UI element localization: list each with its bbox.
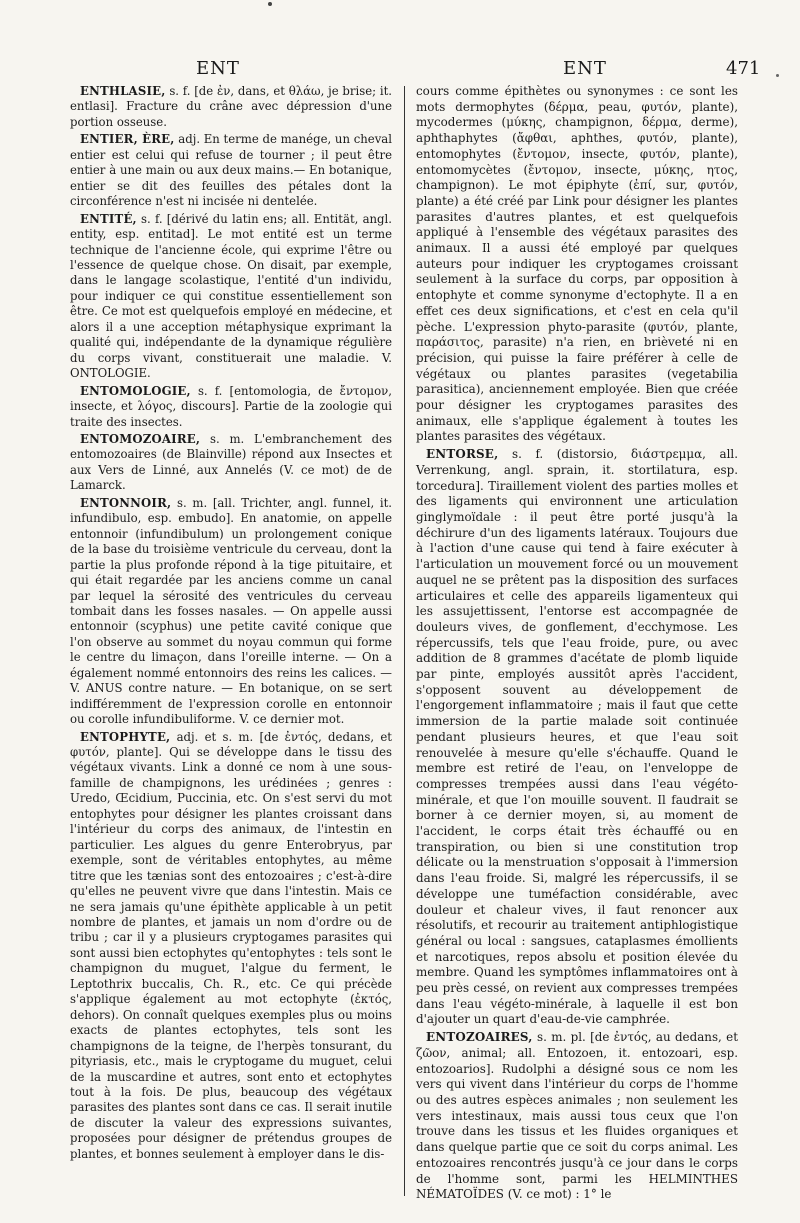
right-guide-word: ENT xyxy=(563,58,607,79)
entry-text: s. m. L'embranchement des entomozoaires (de Blainville) répond aux Insectes et aux Vers de Linné, aux Annelés (V. ce mot) de de Lamarck. xyxy=(70,431,393,493)
entry-headword: ENTOZOAIRES, xyxy=(426,1030,533,1045)
dictionary-entry xyxy=(416,1030,738,1203)
entry-text: s. m. [all. Trichter, angl. funnel, it. infundibulo, esp. embudo]. En anatomie, on appelle entonnoir (infundibulum) un prolongement conique de la base du troisième ventricule du cerveau, dont la partie la plus profonde répond à la tige pituitaire, et qui était regardée par les anciens comme un canal par lequel la sérosité des ventricules du cerveau tombait dans les fosses nasales. — On appelle aussi entonnoir (scyphus) une petite cavité conique que l'on observe au sommet du noyau commun qui forme le centre du limaçon, dans l'oreille interne. — On a également nommé entonnoirs des reins les calices. — V. ANUS contre nature. — En botanique, on se sert indifféremment de l'expression corolle en entonnoir ou corolle infundibuliforme. V. ce dernier mot. xyxy=(70,495,393,727)
column-divider xyxy=(404,86,405,1196)
entry-headword: ENTONNOIR, xyxy=(80,495,172,510)
entry-text: s. f. [entomologia, de ἔντομον, insecte, et λόγος, discours]. Partie de la zoologie qui traite des insectes. xyxy=(70,383,392,429)
entry-headword: ENTIER, ÈRE, xyxy=(80,132,175,147)
entry-headword: ENTHLASIE, xyxy=(80,84,166,98)
ink-speck xyxy=(268,2,272,6)
entry-headword: ENTOMOZOAIRE, xyxy=(80,431,201,446)
entry-headword: ENTOMOLOGIE, xyxy=(80,383,191,398)
entry-text: s. f. [de ἐν, dans, et θλάω, je brise; it. entlasi]. Fracture du crâne avec dépression d'une portion osseuse. xyxy=(70,84,393,129)
dictionary-entry xyxy=(70,384,392,430)
dictionary-entry xyxy=(70,432,392,494)
entry-headword: ENTORSE, xyxy=(426,447,499,462)
entry-text: s. f. [dérivé du latin ens; all. Entität, angl. entity, esp. entitad]. Le mot entité est un terme technique de l'ancienne école, qui exprime l'être ou l'essence de quelque chose. On disait, par exemple, dans le langage scolastique, l'entité d'un individu, pour indiquer ce qui constitue essentiellement son être. Ce mot est quelquefois employé en médecine, et alors il a une acception métaphysique exprimant la qualité qui, indépendante de la dynamique régulière du corps vivant, constituerait une maladie. V. ONTOLOGIE. xyxy=(70,211,392,381)
entry-text: s. f. (distorsio, διάστρεμμα, all. Verrenkung, angl. sprain, it. stortilatura, esp. torcedura]. Tiraillement violent des parties molles et des ligaments qui environnent une articulation ginglymoïdale : il peut être porté jusqu'à la déchirure d'un des ligaments latéraux. Toujours due à l'action d'une cause qui tend à faire exécuter à l'articulation un mouvement forcé ou un mouvement auquel ne se prêtent pas la disposition des surfaces articulaires et celle des appareils ligamenteux qui les assujettissent, l'entorse est accompagnée de douleurs vives, de gonflement, d'ecchymose. Les répercussifs, tels que l'eau froide, pure, ou avec addition de 8 grammes d'acétate de plomb liquide par pinte, employés aussitôt après l'accident, s'opposent souvent au développement de l'engorgement inflammatoire ; mais il faut que cette immersion de la partie malade soit continuée pendant plusieurs heures, et que l'eau soit renouvelée à mesure qu'elle s'échauffe. Quand le membre est retiré de l'eau, on l'enveloppe de compresses trempées aussi dans l'eau végéto-minérale, et que l'on mouille souvent. Il faudrait se borner à ce dernier moyen, si, au moment de l'accident, le corps était très échauffé ou en transpiration, ou bien si une constitution trop délicate ou la menstruation s'opposait à l'immersion dans l'eau froide. Si, malgré les répercussifs, il se développe une tuméfaction considérable, avec douleur et chaleur vives, il faut renoncer aux résolutifs, et recourir au traitement antiphlogistique général ou local : sangsues, cataplasmes émollients et narcotiques, repos absolu et position élevée du membre. Quand les symptômes inflammatoires ont à peu près cessé, on revient aux compresses trempées dans l'eau végéto-minérale, à laquelle il est bon d'ajouter un quart d'eau-de-vie camphrée. xyxy=(416,447,738,1027)
dictionary-entry xyxy=(70,730,392,1163)
dictionary-entry xyxy=(416,447,738,1028)
dictionary-entry xyxy=(70,84,392,130)
entry-headword: ENTOPHYTE, xyxy=(80,729,171,744)
dictionary-entry xyxy=(70,496,392,728)
entry-text: adj. En terme de manége, un cheval entier est celui qui refuse de tourner ; il peut être entier à une main ou aux deux mains.— En botanique, entier se dit des feuilles des pétales dont la circonférence n'est ni incisée ni dentelée. xyxy=(70,132,393,209)
entry-headword: ENTITÉ, xyxy=(80,211,137,226)
dictionary-entry xyxy=(70,132,392,209)
right-column xyxy=(416,84,738,1203)
dictionary-entry xyxy=(70,212,392,382)
entry-text: s. m. pl. [de ἐντός, au dedans, et ζῶον, animal; all. Entozoen, it. entozoari, esp. entozoarios]. Rudolphi a désigné sous ce nom les vers qui vivent dans l'intérieur du corps de l'homme ou des autres espèces animales ; non seulement les vers intestinaux, mais aussi tous ceux que l'on trouve dans les tissus et les fluides organiques et dans quelque partie que ce soit du corps animal. Les entozoaires rencontrés jusqu'à ce jour dans le corps de l'homme sont, parmi les HELMINTHES NÉMATOÏDES (V. ce mot) : 1° le xyxy=(416,1030,738,1202)
left-column xyxy=(70,84,392,1162)
entry-text: cours comme épithètes ou synonymes : ce sont les mots dermophytes (δέρμα, peau, φυτόν, plante), mycodermes (μύκης, champignon, δέρμα, derme), aphthaphytes (ἄφθαι, aphthes, φυτόν, plante), entomophytes (ἔντομον, insecte, φυτόν, plante), entomomycètes (ἔντομον, insecte, μύκης, ητος, champignon). Le mot épiphyte (ἐπί, sur, φυτόν, plante) a été créé par Link pour désigner les plantes parasites d'autres plantes, et est quelquefois appliqué à l'ensemble des végétaux parasites des animaux. Il a aussi été employé par quelques auteurs pour indiquer les cryptogames croissant seulement à la surface du corps, par opposition à entophyte et comme synonyme d'ectophyte. Il a en effet ces deux significations, et c'est en cela qu'il pèche. L'expression phyto-parasite (φυτόν, plante, παράσιτος, parasite) n'a rien, en brièveté ni en précision, qui puisse la faire préférer à celle de végétaux ou plantes parasites (vegetabilia parasitica), anciennement employée. Bien que créée pour désigner les cryptogames parasites des animaux, elle s'applique également à toutes les plantes parasites des végétaux. xyxy=(416,84,738,444)
page-number: 471 xyxy=(726,58,761,79)
left-guide-word: ENT xyxy=(196,58,240,79)
dictionary-entry-continued xyxy=(416,84,738,445)
entry-text: adj. et s. m. [de ἐντός, dedans, et φυτόν, plante]. Qui se développe dans le tissu des végétaux vivants. Link a donné ce nom à une sous-famille de champignons, les urédinées ; genres : Uredo, Œcidium, Puccinia, etc. On s'est servi du mot entophytes pour désigner les plantes croissant dans l'intérieur du corps des animaux, de l'intestin en particulier. Les algues du genre Enterobryus, par exemple, sont de véritables entophytes, au même titre que les tænias sont des entozoaires ; c'est-à-dire qu'elles ne peuvent vivre que dans l'intestin. Mais ce ne sera jamais qu'une épithète applicable à un petit nombre de plantes, et jamais un nom d'ordre ou de tribu ; car il y a plusieurs cryptogames parasites qui sont aussi bien ectophytes qu'entophytes : tels sont le champignon du muguet, l'algue du ferment, le Leptothrix buccalis, Ch. R., etc. Ce qui précède s'applique également au mot ectophyte (ἐκτός, dehors). On connaît quelques exemples plus ou moins exacts de plantes ectophytes, tels sont les champignons de la teigne, de l'herpès tonsurant, du pityriasis, etc., mais le cryptogame du muguet, celui de la muscardine et autres, sont ento et ectophytes tout à la fois. De plus, beaucoup des végétaux parasites des plantes sont dans ce cas. Il serait inutile de discuter la valeur des expressions suivantes, proposées pour désigner de prétendus groupes de plantes, et bonnes seulement à employer dans le dis- xyxy=(70,729,393,1161)
